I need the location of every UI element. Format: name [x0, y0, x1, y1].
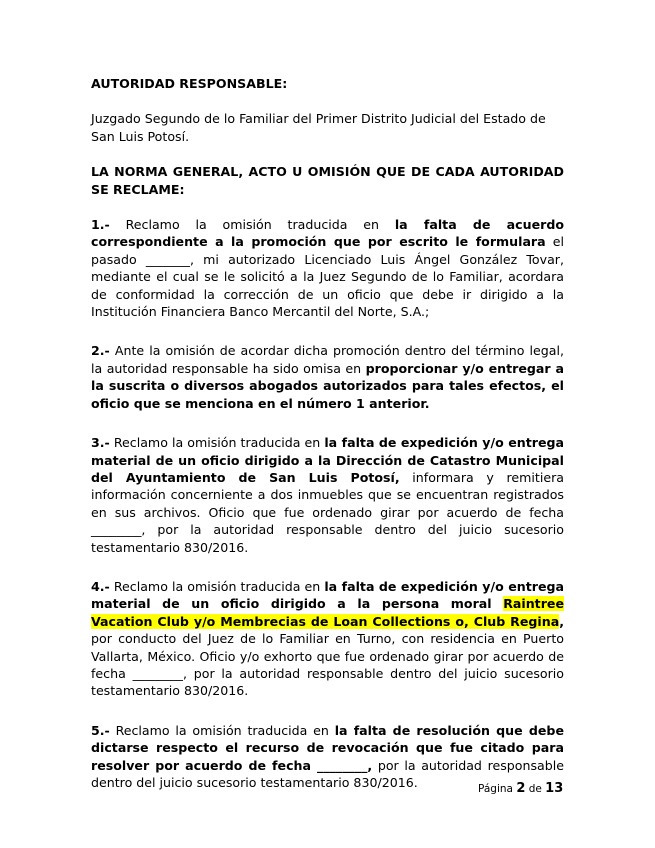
- autoridad-text: Juzgado Segundo de lo Familiar del Primer Distrito Judicial del Estado de San Luis Potosí.: [91, 111, 546, 144]
- item-number: 1.-: [91, 217, 110, 233]
- heading-norma: LA NORMA GENERAL, ACTO U OMISIÓN QUE DE CADA AUTORIDAD SE RECLAME:: [91, 164, 564, 197]
- highlighted-text: Raintree Vacation Club y/o Membrecias de Loan Collections o, Club Regina: [91, 596, 564, 629]
- item-number: 2.-: [91, 343, 110, 359]
- item-2: 2.- Ante la omisión de acordar dicha promoción dentro del término legal, la autoridad responsable ha sido omisa en proporcionar y/o entregar a la suscrita o diversos abogados autorizados para tales efectos, el oficio que se menciona en el número 1 anterior.: [91, 343, 564, 411]
- document-body: [91, 75, 564, 791]
- item-number: 4.-: [91, 578, 110, 594]
- item-3: 3.- Reclamo la omisión traducida en la falta de expedición y/o entrega material de un oficio dirigido a la Dirección de Catastro Municipal del Ayuntamiento de San Luis Potosí, informara y remitiera información concerniente a dos inmuebles que se encuentran registrados en sus archivos. Oficio que fue ordenado girar por acuerdo de fecha ________, por la autoridad responsable dentro del juicio sucesorio testamentario 830/2016.: [91, 435, 564, 555]
- item-5: 5.- Reclamo la omisión traducida en la falta de resolución que debe dictarse respecto el recurso de revocación que fue citado para resolver por acuerdo de fecha ________, por la autoridad responsable dentro del juicio sucesorio testamentario 830/2016.: [91, 722, 564, 790]
- page-number-footer: Página 2 de 13: [478, 781, 564, 796]
- item-4: 4.- Reclamo la omisión traducida en la falta de expedición y/o entrega material de un oficio dirigido a la persona moral Raintree Vacation Club y/o Membrecias de Loan Collections o, Club Regina, por conducto del Juez de lo Familiar en Turno, con residencia en Puerto Vallarta, México. Oficio y/o exhorto que fue ordenado girar por acuerdo de fecha ________, por la autoridad responsable dentro del juicio sucesorio testamentario 830/2016.: [91, 578, 564, 699]
- item-number: 3.-: [91, 435, 110, 451]
- item-number: 5.-: [91, 722, 110, 738]
- heading-autoridad: AUTORIDAD RESPONSABLE:: [91, 76, 288, 91]
- item-1: 1.- Reclamo la omisión traducida en la falta de acuerdo correspondiente a la promoción que por escrito le formulara el pasado _______, mi autorizado Licenciado Luis Ángel González Tovar, mediante el cual se le solicitó a la Juez Segundo de lo Familiar, acordara de conformidad la corrección de un oficio que debe ir dirigido a la Institución Financiera Banco Mercantil del Norte, S.A.;: [91, 217, 564, 320]
